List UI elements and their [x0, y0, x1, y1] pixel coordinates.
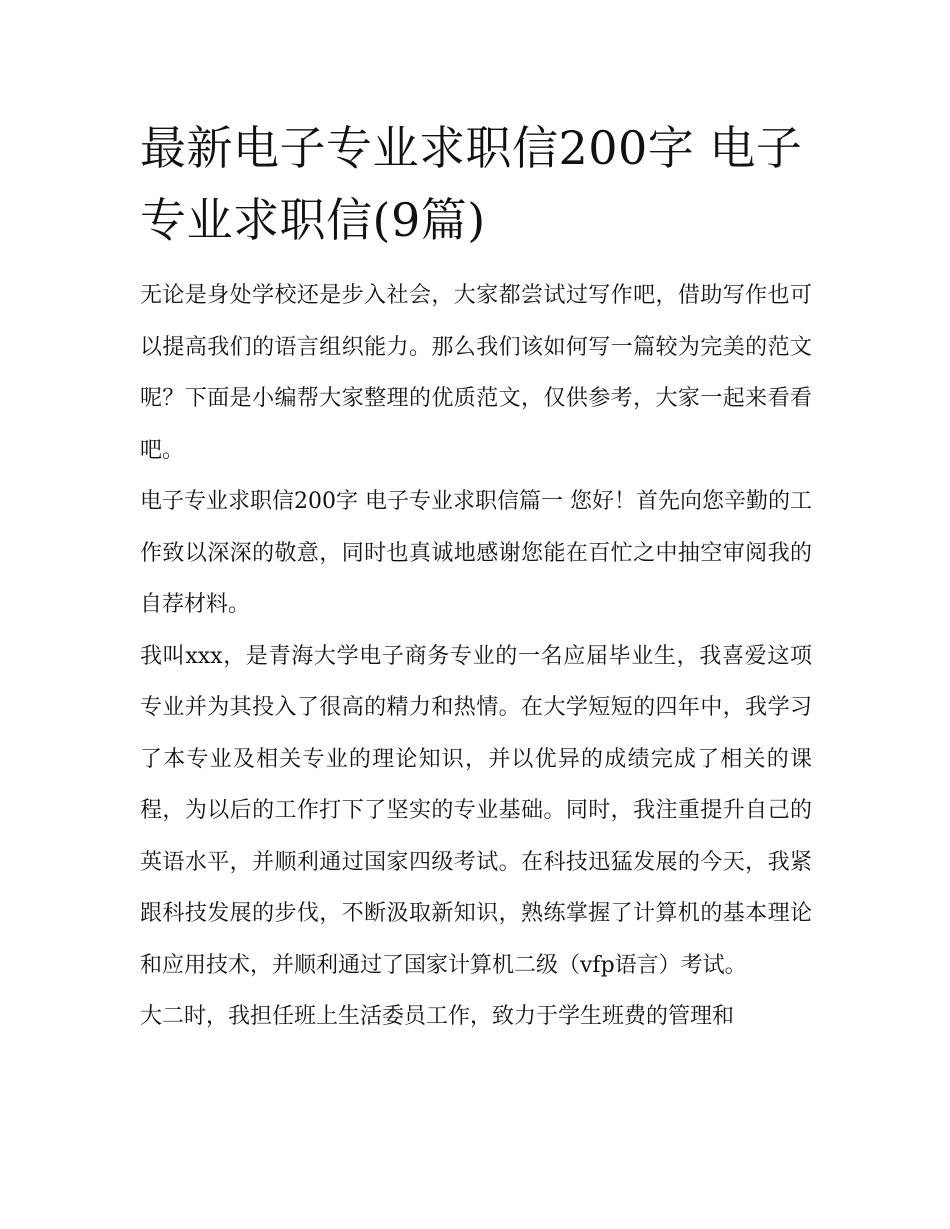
document-title: 最新电子专业求职信200字 电子专业求职信(9篇)	[140, 121, 803, 247]
greeting-paragraph: 电子专业求职信200字 电子专业求职信篇一 您好！首先向您辛勤的工作致以深深的敬意，同时也真诚地感谢您能在百忙之中抽空审阅我的自荐材料。	[140, 489, 812, 617]
intro-paragraph: 无论是身处学校还是步入社会，大家都尝试过写作吧，借助写作也可以提高我们的语言组织能力。那么我们该如何写一篇较为完美的范文呢？下面是小编帮大家整理的优质范文，仅供参考，大家一起来看看吧。	[140, 283, 812, 463]
self-introduction-paragraph: 我叫xxx，是青海大学电子商务专业的一名应届毕业生，我喜爱这项专业并为其投入了很高的精力和热情。在大学短短的四年中，我学习了本专业及相关专业的理论知识，并以优异的成绩完成了相关的课程，为以后的工作打下了坚实的专业基础。同时，我注重提升自己的英语水平，并顺利通过国家四级考试。在科技迅猛发展的今天，我紧跟科技发展的步伐，不断汲取新知识，熟练掌握了计算机的基本理论和应用技术，并顺利通过了国家计算机二级（vfp语言）考试。	[140, 643, 812, 978]
document-body	[140, 112, 812, 1043]
experience-paragraph: 大二时，我担任班上生活委员工作，致力于学生班费的管理和	[140, 1004, 735, 1029]
